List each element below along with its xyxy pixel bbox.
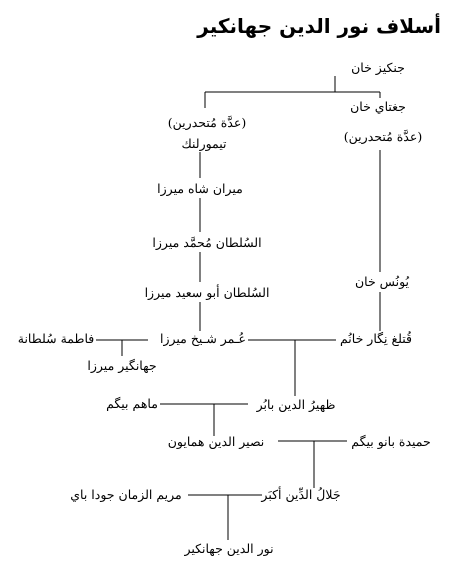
node-sultan-muhammad: السُلطان مُحمَّد ميرزا	[152, 234, 262, 250]
node-several-descendants-right: (عدَّة مُتحدرين)	[343, 128, 423, 144]
node-maryam-uz-zamani: مريم الزمان جودا باي	[70, 486, 182, 502]
node-fatima-sultan: فاطمة سُلطانة	[17, 330, 95, 346]
node-hamida-banu: حميدة بانو بيگم	[351, 433, 431, 449]
node-humayun: نصير الدين همايون	[167, 433, 265, 449]
node-akbar: جَلالُ الدِّين أكبَر	[261, 486, 341, 502]
node-sultan-abu-said: السُلطان أبو سعيد ميرزا	[144, 284, 270, 300]
node-genghis-khan: جنكيز خان	[351, 59, 405, 75]
node-maham-begum: ماهم بيگم	[106, 395, 158, 411]
node-yunus-khan: يُونُس خان	[354, 273, 410, 289]
node-jahangir-mirza: جهانگير ميرزا	[87, 357, 157, 373]
node-qutlugh-nigar: قُتلغ نِگار خانُم	[339, 330, 413, 346]
node-babur: ظهيرُ الدين بابُر	[256, 396, 336, 412]
node-timur: تيمورلنك	[181, 135, 227, 151]
node-several-descendants-left: (عدَّة مُتحدرين)	[167, 114, 247, 130]
node-umar-shaikh: عُـمر شـيخ ميرزا	[159, 330, 247, 346]
node-chagatai-khan: جغتاي خان	[350, 98, 406, 114]
node-jahangir: نور الدين جهانكير	[184, 540, 274, 556]
diagram-title: أسلاف نور الدين جهانكير	[197, 14, 441, 38]
node-miran-shah: ميران شاه ميرزا	[157, 180, 243, 196]
